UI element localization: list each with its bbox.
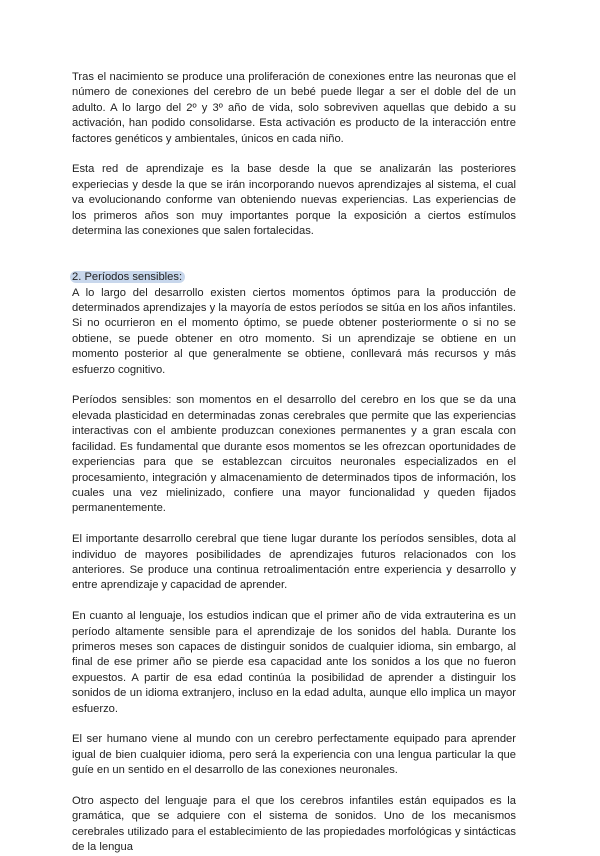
paragraph-intro-1: Tras el nacimiento se produce una proliferación de conexiones entre las neuronas que el número de conexiones del cerebro de un bebé puede llegar a ser el doble del de un adulto. A lo largo del 2º y 3º año de vida, solo sobreviven aquellas que debido a su activación, han podido consolidarse. Esta activación es producto de la interacción entre factores genéticos y ambientales, únicos en cada niño.	[72, 71, 516, 145]
paragraph-gap	[72, 717, 516, 732]
paragraph-section-6: Otro aspecto del lenguaje para el que los cerebros infantiles están equipados es la gramática, que se adquiere con el sistema de sonidos. Uno de los mecanismos cerebrales utilizado para el establecimiento de las propiedades morfológicas y sintácticas de la lengua	[72, 794, 516, 854]
paragraph-intro-2: Esta red de aprendizaje es la base desde la que se analizarán las posteriores experiecias y desde la que se irán incorporando nuevos aprendizajes al sistema, el cual va evolucionando conforme van obteniendo nuevas experiencias. Las experiencias de los primeros años son muy importantes porque la exposición a ciertos estímulos determina las conexiones que salen fortalecidas.	[72, 163, 516, 238]
paragraph-gap	[72, 378, 516, 393]
paragraph-gap	[72, 255, 516, 270]
section-heading	[72, 270, 516, 285]
paragraph-gap	[72, 147, 516, 162]
paragraph-section-5: El ser humano viene al mundo con un cerebro perfectamente equipado para aprender igual de bien cualquier idioma, pero será la experiencia con una lengua particular la que guíe en un sentido en el desarrollo de las conexiones neuronales.	[72, 733, 516, 777]
paragraph-section-4: En cuanto al lenguaje, los estudios indican que el primer año de vida extrauterina es un período altamente sensible para el aprendizaje de los sonidos del habla. Durante los primeros meses son capaces de distinguir sonidos de cualquier idioma, sin embargo, al final de ese primer año se pierde esa capacidad ante los sonidos a los que no fueron expuestos. A partir de esa edad continúa la posibilidad de aprender a distinguir los sonidos de un idioma extranjero, incluso en la edad adulta, aunque ello implica un mayor esfuerzo.	[72, 610, 516, 715]
section-heading-text: 2. Períodos sensibles:	[70, 271, 185, 283]
paragraph-section-1: A lo largo del desarrollo existen ciertos momentos óptimos para la producción de determinados aprendizajes y la mayoría de estos períodos se sitúa en los años infantiles. Si no ocurrieron en el momento óptimo, se puede obtener posteriormente o si no se obtiene, se puede obtener en otro momento. Si un aprendizaje se obtiene en un momento posterior al que generalmente se obtiene, conllevará más recursos y más esfuerzo cognitivo.	[72, 286, 516, 376]
paragraph-section-3: El importante desarrollo cerebral que tiene lugar durante los períodos sensibles, dota al individuo de mayores posibilidades de aprendizajes futuros relacionados con los anteriores. Se produce una continua retroalimentación entre experiencia y desarrollo y entre aprendizaje y capacidad de aprender.	[72, 533, 516, 592]
paragraph-gap	[72, 779, 516, 794]
paragraph-gap	[72, 239, 516, 254]
paragraph-section-2: Períodos sensibles: son momentos en el desarrollo del cerebro en los que se da una elevada plasticidad en determinadas zonas cerebrales que permite que las experiencias interactivas con el ambiente produzcan conexiones permanentes y a gran escala con facilidad. Es fundamental que durante esos momentos se les ofrezcan oportunidades de experiencias para que se establezcan circuitos neuronales especializados en el procesamiento, integración y almacenamiento de determinados tipos de información, los cuales una vez mielinizado, confiere una mayor funcionalidad y queden fijados permanentemente.	[72, 394, 516, 515]
paragraph-gap	[72, 594, 516, 609]
paragraph-gap	[72, 517, 516, 532]
